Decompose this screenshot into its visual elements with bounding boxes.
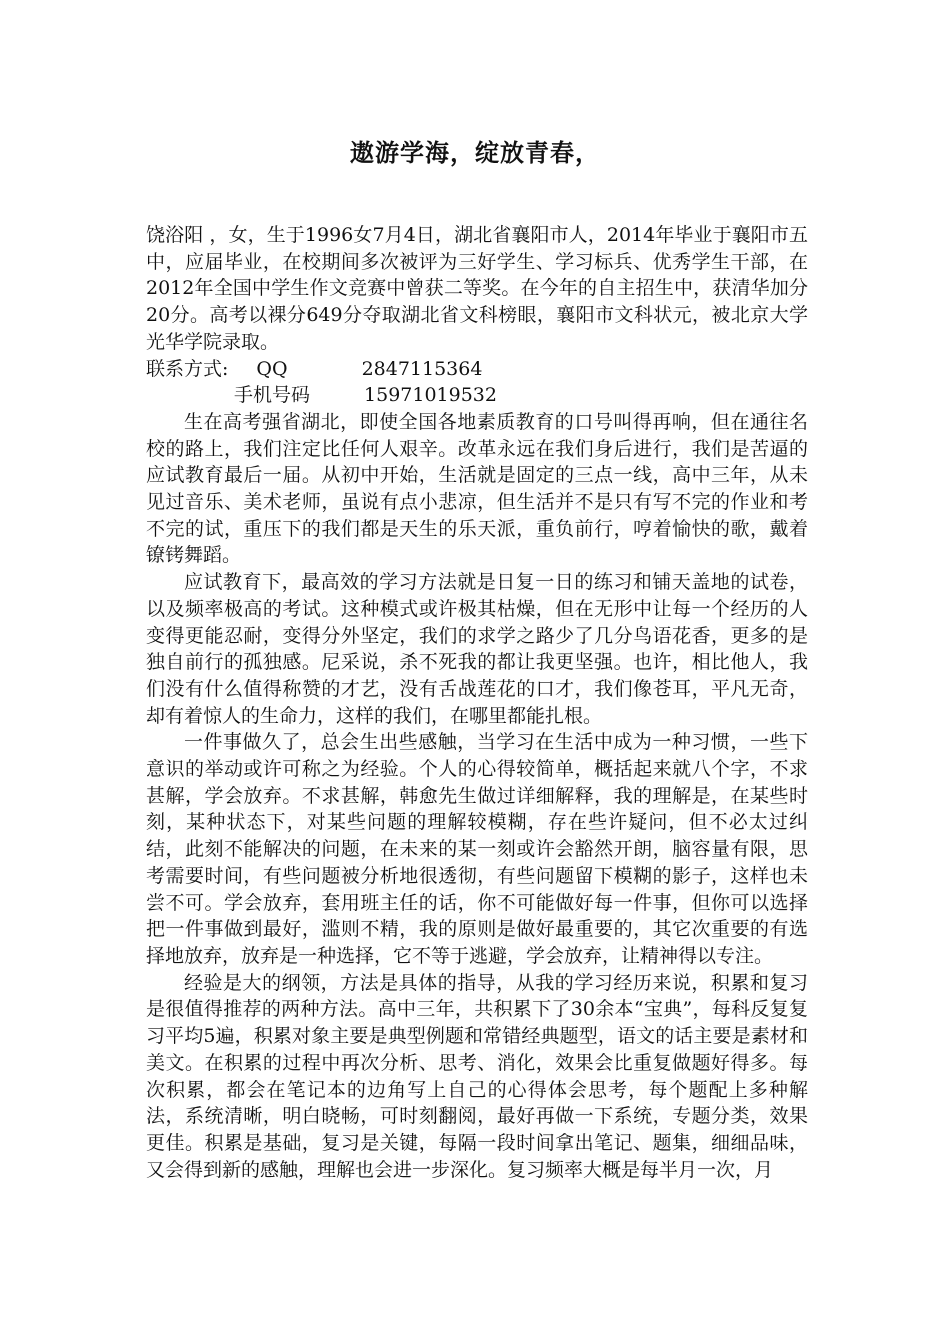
contact-qq-row	[146, 356, 808, 383]
phone-label: 手机号码	[234, 384, 311, 407]
contact-phone-row	[146, 382, 808, 409]
qq-label: QQ	[256, 357, 288, 380]
body-paragraph: 应试教育下，最高效的学习方法就是日复一日的练习和铺天盖地的试卷，以及频率极高的考试。这种模式或许极其枯燥，但在无形中让每一个经历的人变得更能忍耐，变得分外坚定，我们的求学之路少了几分鸟语花香，更多的是独自前行的孤独感。尼采说，杀不死我的都让我更坚强。也许，相比他人，我们没有什么值得称赞的才艺，没有舌战莲花的口才，我们像苍耳，平凡无奇，却有着惊人的生命力，这样的我们，在哪里都能扎根。	[146, 571, 808, 727]
page-title: 遨游学海，绽放青春，	[350, 138, 600, 167]
body-paragraph: 一件事做久了，总会生出些感触，当学习在生活中成为一种习惯，一些下意识的举动或许可称之为经验。个人的心得较简单，概括起来就八个字，不求甚解，学会放弃。不求甚解，韩愈先生做过详细解释，我的理解是，在某些时刻，某种状态下，对某些问题的理解较模糊，存在些许疑问，但不必太过纠结，此刻不能解决的问题，在未来的某一刻或许会豁然开朗，脑容量有限，思考需要时间，有些问题被分析地很透彻，有些问题留下模糊的影子，这样也未尝不可。学会放弃，套用班主任的话，你不可能做好每一件事，但你可以选择把一件事做到最好，滥则不精，我的原则是做好最重要的，其它次重要的有选择地放弃，放弃是一种选择，它不等于逃避，学会放弃，让精神得以专注。	[146, 731, 808, 967]
contact-label: 联系方式:	[146, 357, 229, 380]
document-body	[146, 222, 808, 1183]
body-paragraph: 经验是大的纲领，方法是具体的指导，从我的学习经历来说，积累和复习是很值得推荐的两种方法。高中三年，共积累下了30余本“宝典”，每科反复复习平均5遍，积累对象主要是典型例题和常错经典题型，语文的话主要是素材和美文。在积累的过程中再次分析、思考、消化，效果会比重复做题好得多。每次积累，都会在笔记本的边角写上自己的心得体会思考，每个题配上多种解法，系统清晰，明白晓畅，可时刻翻阅，最好再做一下系统，专题分类，效果更佳。积累是基础，复习是关键，每隔一段时间拿出笔记、题集，细细品味，又会得到新的感触，理解也会进一步深化。复习频率大概是每半月一次，月	[146, 971, 808, 1181]
author-intro-paragraph: 饶浴阳 ，女，生于1996女7月4日，湖北省襄阳市人，2014年毕业于襄阳市五中，应届毕业，在校期间多次被评为三好学生、学习标兵、优秀学生干部，在2012年全国中学生作文竞赛中曾获二等奖。在今年的自主招生中，获清华加分20分。高考以裸分649分夺取湖北省文科榜眼，襄阳市文科状元，被北京大学光华学院录取。	[146, 224, 808, 353]
phone-value: 15971019532	[364, 384, 497, 407]
body-paragraph: 生在高考强省湖北，即使全国各地素质教育的口号叫得再响，但在通往名校的路上，我们注定比任何人艰辛。改革永远在我们身后进行，我们是苦逼的应试教育最后一届。从初中开始，生活就是固定的三点一线，高中三年，从未见过音乐、美术老师，虽说有点小悲凉，但生活并不是只有写不完的作业和考不完的试，重压下的我们都是天生的乐天派，重负前行，哼着愉快的歌，戴着镣铐舞蹈。	[146, 410, 808, 567]
qq-value: 2847115364	[361, 357, 483, 380]
